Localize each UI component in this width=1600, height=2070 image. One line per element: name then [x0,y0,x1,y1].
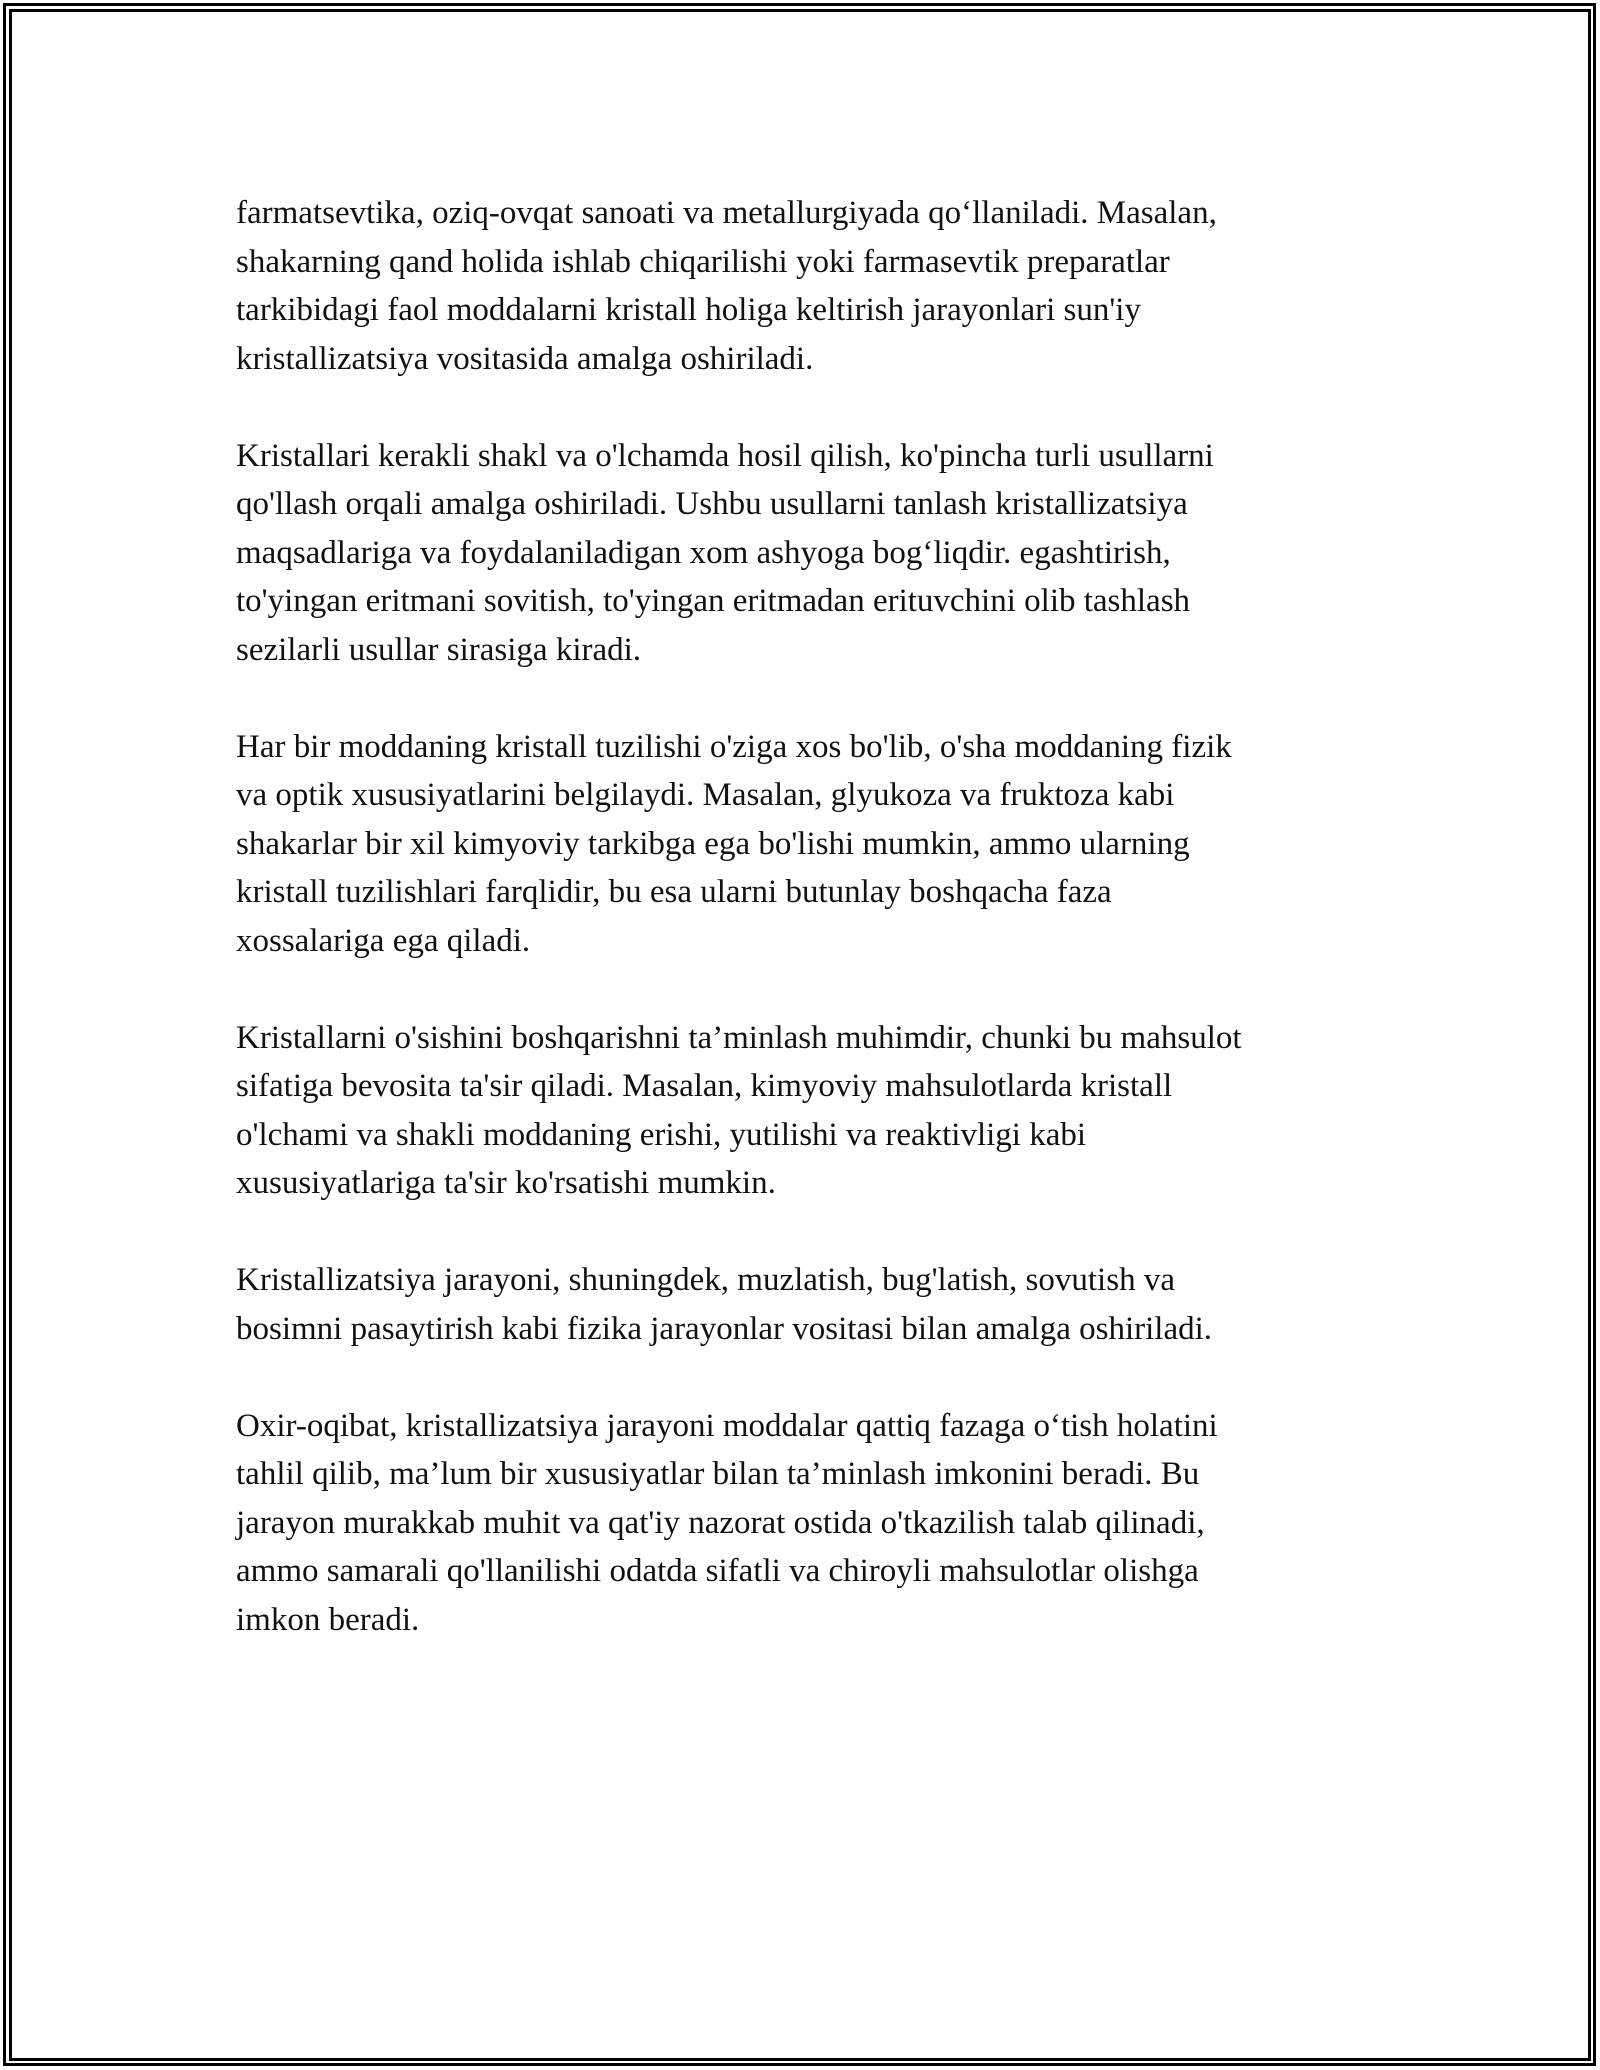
paragraph-1: farmatsevtika, oziq-ovqat sanoati va metallurgiyada qo‘llaniladi. Masalan, shakarning qand holida ishlab chiqarilishi yoki farmasevtik preparatlar tarkibidagi faol moddalarni kristall holiga keltirish jarayonlari sun'iy kristallizatsiya vositasida amalga oshiriladi. [236,195,1217,377]
document-body [236,189,1376,1693]
paragraph-4: Kristallarni o'sishini boshqarishni ta’minlash muhimdir, chunki bu mahsulot sifatiga bevosita ta'sir qiladi. Masalan, kimyoviy mahsulotlarda kristall o'lchami va shakli moddaning erishi, yutilishi va reaktivligi kabi xususiyatlariga ta'sir ko'rsatishi mumkin. [236,1019,1242,1201]
paragraph-3: Har bir moddaning kristall tuzilishi o'ziga xos bo'lib, o'sha moddaning fizik va optik xususiyatlarini belgilaydi. Masalan, glyukoza va fruktoza kabi shakarlar bir xil kimyoviy tarkibga ega bo'lishi mumkin, ammo ularning kristall tuzilishlari farqlidir, bu esa ularni butunlay boshqacha faza xossalariga ega qiladi. [236,728,1232,959]
paragraph-6: Oxir-oqibat, kristallizatsiya jarayoni moddalar qattiq fazaga o‘tish holatini tahlil qilib, ma’lum bir xususiyatlar bilan ta’minlash imkonini beradi. Bu jarayon murakkab muhit va qat'iy nazorat ostida o'tkazilish talab qilinadi, ammo samarali qo'llanilishi odatda sifatli va chiroyli mahsulotlar olishga imkon beradi. [236,1407,1218,1638]
paragraph-2: Kristallari kerakli shakl va o'lchamda hosil qilish, ko'pincha turli usullarni qo'llash orqali amalga oshiriladi. Ushbu usullarni tanlash kristallizatsiya maqsadlariga va foydalaniladigan xom ashyoga bog‘liqdir. egashtirish, to'yingan eritmani sovitish, to'yingan eritmadan erituvchini olib tashlash sezilarli usullar sirasiga kiradi. [236,437,1214,668]
paragraph-5: Kristallizatsiya jarayoni, shuningdek, muzlatish, bug'latish, sovutish va bosimni pasaytirish kabi fizika jarayonlar vositasi bilan amalga oshiriladi. [236,1262,1213,1347]
